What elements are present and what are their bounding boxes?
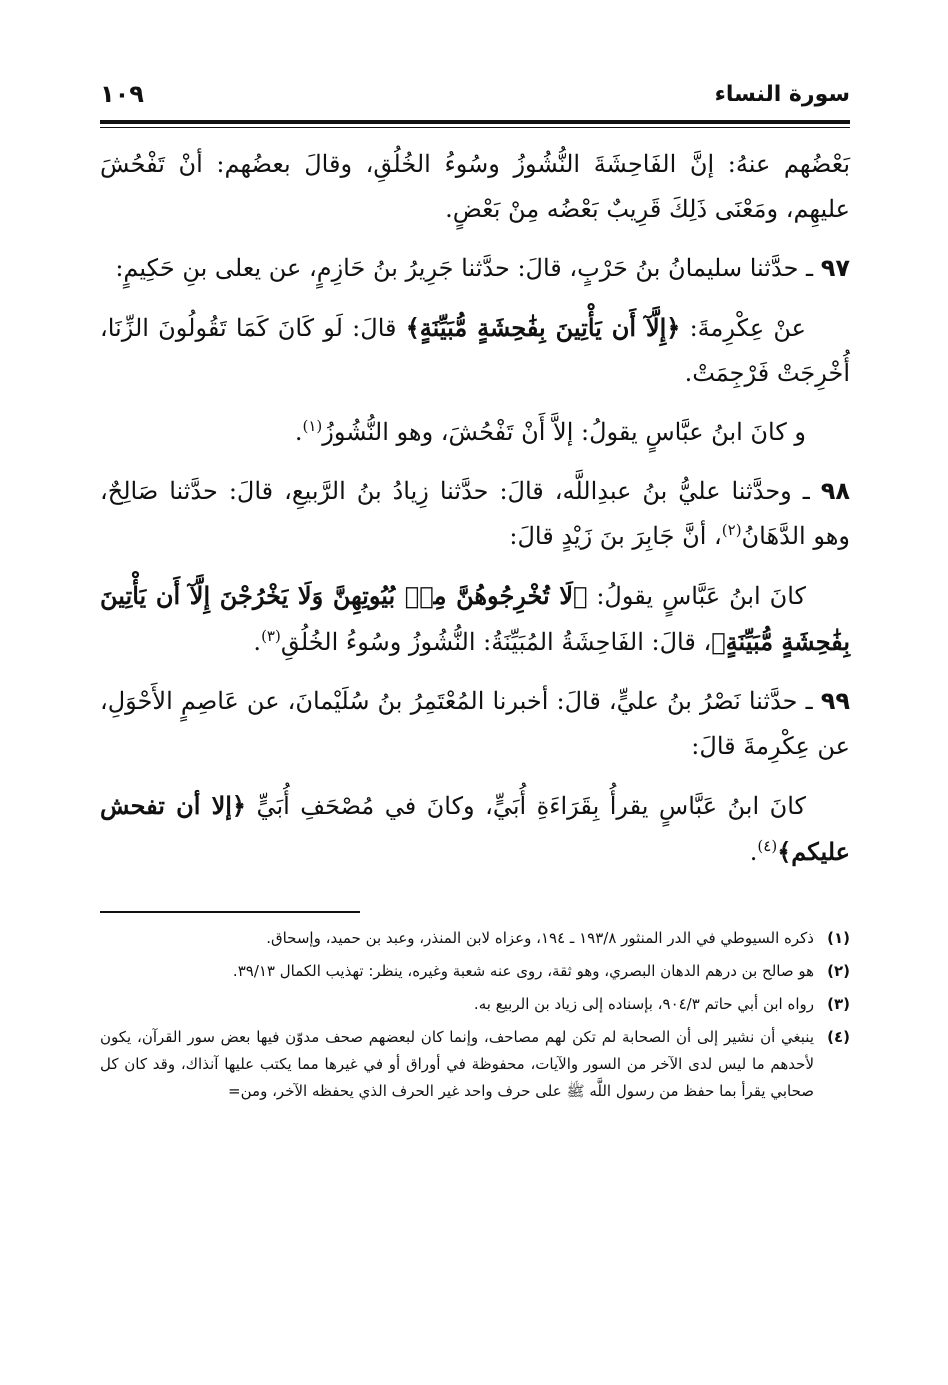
paragraph-tail: . <box>253 628 262 656</box>
paragraph-text: عنْ عِكْرِمةَ: <box>680 314 806 342</box>
footnote-label: (٢) <box>827 962 850 980</box>
main-text <box>100 142 850 875</box>
hadith-number: ٩٧ <box>820 254 850 282</box>
quran-verse: ﴿لَا تُخْرِجُوهُنَّ مِنۢ بُيُوتِهِنَّ وَلَا يَخْرُجْنَ إِلَّآ أَن يَأْتِينَ بِفَٰحِشَةٍ مُّبَيِّنَةٍ﴾ <box>100 581 850 656</box>
paragraph-text: كانَ ابنُ عَبَّاسٍ يقولُ: <box>587 582 806 610</box>
footnote-text: ذكره السيوطي في الدر المنثور ١٩٣/٨ ـ ١٩٤، وعزاه لابن المنذر، وعبد بن حميد، وإسحاق. <box>266 929 814 947</box>
hadith-98-matn <box>100 573 850 665</box>
hadith-99-matn <box>100 783 850 875</box>
hadith-97-matn <box>100 305 850 396</box>
footnote-label: (٣) <box>827 995 850 1013</box>
paragraph-tail: . <box>749 838 758 866</box>
hadith-number: ٩٨ <box>820 477 850 505</box>
footnote-label: (١) <box>827 929 850 947</box>
footnote-item <box>100 991 850 1018</box>
footnotes <box>100 925 850 1105</box>
paragraph-text: قالَ: لَو كَانَ كَمَا تَقُولُونَ الزِّنَا، أُخْرِجَتْ فَرْجِمَتْ. <box>100 314 850 387</box>
footnote-ref[interactable]: (٤) <box>757 837 778 855</box>
quran-verse: ﴿إلا أن تفحش عليكم﴾ <box>100 791 850 866</box>
paragraph-tail: . <box>294 418 303 446</box>
page-header <box>100 70 850 120</box>
hadith-98 <box>100 469 850 559</box>
footnote-item <box>100 958 850 985</box>
footnote-ref[interactable]: (٣) <box>261 627 281 645</box>
paragraph-text: ـ وحدَّثنا عليُّ بنُ عبدِاللَّه، قالَ: حدَّثنا زِيادُ بنُ الرَّبيعِ، قالَ: حدَّثنا صَالِحٌ، وهو الدَّهَانُ <box>100 477 850 550</box>
footnote-item <box>100 925 850 952</box>
page <box>100 70 850 1320</box>
quran-verse: ﴿إِلَّآ أَن يَأْتِينَ بِفَٰحِشَةٍ مُّبَيِّنَةٍ﴾ <box>405 313 681 342</box>
paragraph-text: ، قالَ: الفَاحِشَةُ المُبَيِّنَةُ: النُّشُوزُ وسُوءُ الخُلُقِ <box>280 628 712 656</box>
surah-title: سورة النساء <box>714 82 850 107</box>
paragraph-text: ـ حدَّثنا سليمانُ بنُ حَرْبٍ، قالَ: حدَّثنا جَرِيرُ بنُ حَازِمٍ، عن يعلى بنِ حَكِيمٍ: <box>115 254 821 282</box>
paragraph-text: كانَ ابنُ عَبَّاسٍ يقرأُ بِقَرَاءَةِ أُبَيٍّ، وكانَ في مُصْحَفِ أُبَيٍّ <box>246 792 806 820</box>
hadith-97-note <box>100 410 850 455</box>
paragraph-continuation <box>100 142 850 232</box>
footnote-separator <box>100 911 360 913</box>
footnote-text: رواه ابن أبي حاتم ٩٠٤/٣، بإسناده إلى زياد بن الربيع به. <box>473 995 814 1013</box>
footnote-item <box>100 1024 850 1105</box>
footnote-label: (٤) <box>827 1028 850 1046</box>
header-rule-thin <box>100 127 850 128</box>
header-rule-thick <box>100 120 850 124</box>
paragraph-text: ـ حدَّثنا نَصْرُ بنُ عليٍّ، قالَ: أخبرنا المُعْتَمِرُ بنُ سُلَيْمانَ، عن عَاصِمٍ الأَحْوَلِ، عن عِكْرِمةَ قالَ: <box>100 687 850 760</box>
paragraph-text: بَعْضُهم عنهُ: إنَّ الفَاحِشَةَ النُّشُوزُ وسُوءُ الخُلُقِ، وقالَ بعضُهم: أنْ تَفْحُشَ عليهِم، ومَعْنَى ذَلِكَ قَرِيبٌ بَعْضُه مِنْ بَعْضٍ. <box>100 150 850 223</box>
footnote-text: هو صالح بن درهم الدهان البصري، وهو ثقة، روى عنه شعبة وغيره، ينظر: تهذيب الكمال ٣٩/١٣. <box>232 962 814 980</box>
page-number: ١٠٩ <box>100 80 144 108</box>
footnote-text: ينبغي أن نشير إلى أن الصحابة لم تكن لهم مصاحف، وإنما كان لبعضهم صحف مدوّن فيها بعض سور القرآن، يكون لأحدهم ما ليس لدى الآخر من السور والآيات، محفوظة في أوراق أو في غيرها مما يكتب عليها آنذاك، وقد كان كل صحابي يقرأ بما حفظ من رسول اللَّه ﷺ على حرف واحد غير الحرف الذي يحفظه الآخر، ومن= <box>100 1028 814 1100</box>
footnote-ref[interactable]: (٢) <box>721 521 742 539</box>
footnote-ref[interactable]: (١) <box>302 417 323 435</box>
paragraph-tail: ، أنَّ جَابِرَ بنَ زَيْدٍ قالَ: <box>509 522 722 550</box>
hadith-number: ٩٩ <box>820 687 850 715</box>
hadith-97 <box>100 246 850 291</box>
hadith-99 <box>100 679 850 769</box>
paragraph-text: و كانَ ابنُ عبَّاسٍ يقولُ: إلاَّ أَنْ تَفْحُشَ، وهو النُّشُوزُ <box>322 418 806 446</box>
